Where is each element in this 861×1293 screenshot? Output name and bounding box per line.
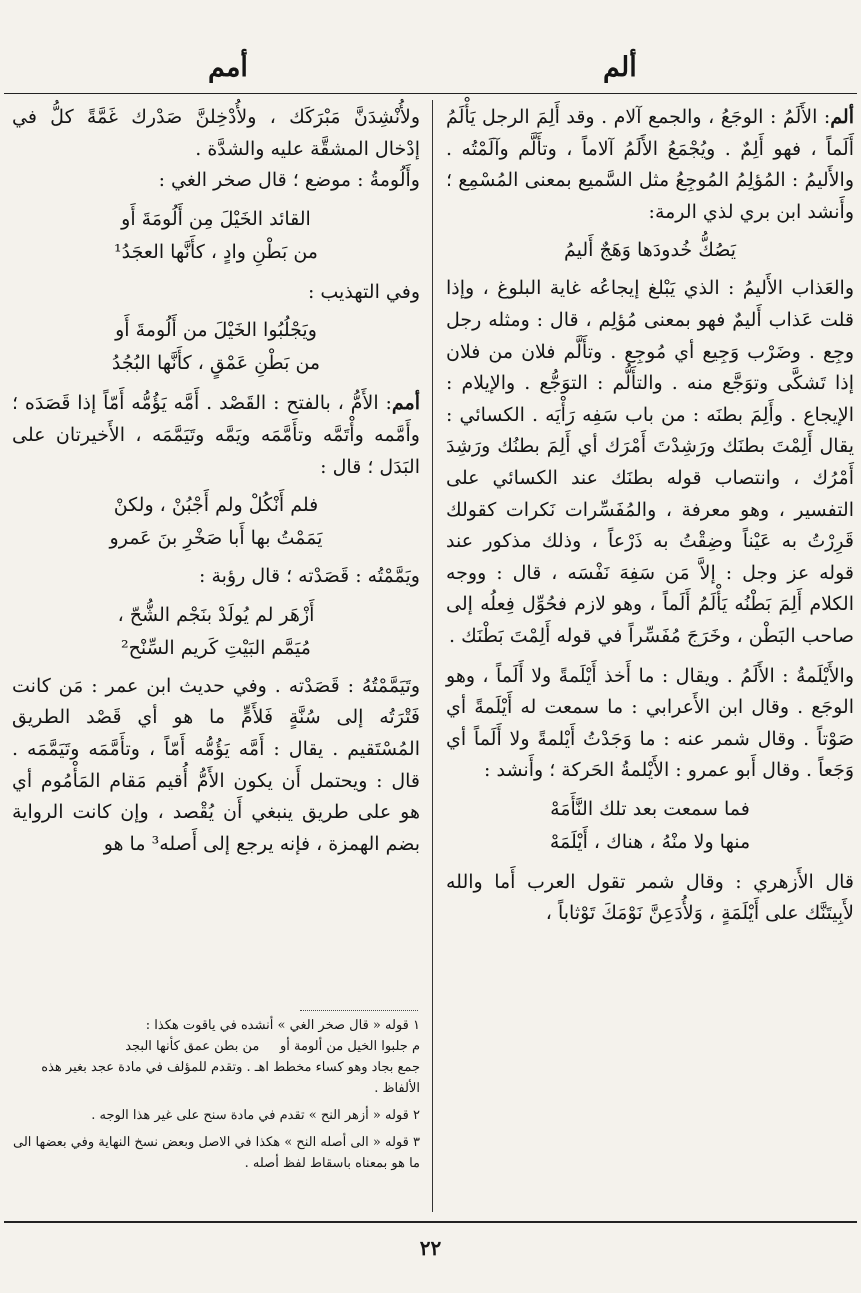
- footnote-text: قوله « الى أصله النح » هكذا في الاصل وبعض نسخ النهاية وفي بعضها الى ما هو بمعناه باسقاط لفظ أصله .: [13, 1135, 420, 1171]
- verse-ruba: [12, 599, 420, 665]
- entry-alm: [446, 102, 854, 228]
- footnote-text: قوله « أزهر النح » تقدم في مادة سنح على غير هذا الوجه .: [91, 1108, 409, 1123]
- footnote-number: ٢: [413, 1108, 420, 1123]
- verse-line-2: يَمَمْتُ بها أَبا صَخْرِ بنَ عَمرو: [109, 527, 323, 550]
- paragraph-aylama: والأَيْلَمةُ : الأَلَمُ . ويقال : ما أَخذ أَيْلَمةً ولا أَلَماً ، وهو الوجَع . وقال ابن الأَعرابي : ما سمعت له أَيْلَمةً أي صَوْتاً . وقال شمر عنه : ما وَجَدْتُ أَيْلمةً ولا أَلَماً أي وَجَعاً . وقال أَبو عمرو : الأَيْلمةُ الحَركة ؛ وأَنشد :: [446, 664, 854, 782]
- paragraph-tahdhib: وفي التهذيب :: [307, 280, 420, 303]
- verse-sakhr-amr: [12, 489, 420, 555]
- footnote-2: [12, 1105, 420, 1126]
- column-divider: [432, 100, 433, 1212]
- paragraph-adhab-alim: والعَذاب الأَليمُ : الذي يَبْلغ إيجاعُه غاية البلوغ ، وإذا قلت عَذاب أَليمٌ فهو بمعنى مُؤلِم ، قال : ومثله رجل وجِع . وضَرْب وَجِيع أي مُوجِع . وتأَلَّم فلان من فلان إذا تَشكَّى وتوَجَّع منه . والتأَلُّم : التوَجُّع . والإيلام : الإيجاع . وأَلِمَ بطنَه : من باب سَفِه رَأْيَه . الكسائي : يقال أَلِمْتَ بطنَك ورَشِدْتَ أَمْرَك أي أَلِمَ بطنُك ورَشِدَ أَمْرُك ، وانتصاب قوله بطنَك عند الكسائي على التفسير ، وهو معرفة ، والمُفَسِّرات نَكرات كقولك قَرِرْتُ به عَيْناً وضِقْتُ به ذَرْعاً ، وذلك مذكور عند قوله عز وجل : إلاَّ مَن سَفِهَ نَفْسَه ، قال : ووجه الكلام أَلِمَ بَطْنُه يَأْلَمُ أَلَماً ، وهو لازم فحُوِّل فِعلُه إلى صاحب البَطْن ، وخَرَجَ مُفَسِّراً في قوله أَلِمْتَ بَطْنَك .: [446, 277, 854, 647]
- footnote-rule: [300, 1010, 418, 1011]
- verse-aylama: [446, 793, 854, 859]
- footnote-text-rest: جمع بجاد وهو كساء مخطط اهـ . وتقدم للمؤلف في مادة عجد بغير هذه الألفاظ .: [41, 1060, 420, 1096]
- footer-rule: [4, 1221, 857, 1223]
- verse-dhi-rumma: [446, 234, 854, 267]
- right-column: [446, 102, 854, 930]
- verse-line-1: القائد الخَيْلَ مِن أَلُومَةَ أَو: [121, 207, 311, 230]
- verse-line: يَصُكُّ خُدودَها وَهَجٌ أَليمُ: [564, 239, 736, 262]
- verse-line-2: من بَطْنِ عَمْقٍ ، كأَنَّها البُجُدُ: [111, 352, 321, 375]
- footnote-text: قوله « قال صخر الغي » أنشده في ياقوت هكذا :: [145, 1018, 409, 1033]
- entry-alm-text: : الأَلَمُ : الوجَعُ ، والجمع آلام . وقد أَلِمَ الرجل يَأْلَمُ أَلَماً ، فهو أَلِمٌ . ويُجْمَعُ الأَلَمُ آلاماً ، وتأَلَّم وآلَمْتُه . والأَليمُ : المُؤلِمُ المُوجِعُ مثل السَّميع بمعنى المُسْمِع ؛ وأَنشد ابن بري لذي الرمة:: [446, 106, 854, 223]
- page-number: ٢٢: [419, 1236, 442, 1260]
- header-left-root: أمم: [208, 52, 248, 83]
- left-column: [12, 102, 420, 860]
- verse-tahdhib: [12, 314, 420, 380]
- verse-line-2: من بَطْنِ وادٍ ، كأَنَّها العجَدُ¹: [114, 240, 318, 263]
- header-right-root: ألم: [603, 52, 637, 83]
- footnotes: [12, 1015, 420, 1180]
- paragraph-aluma: وأَلُومةُ : موضع ؛ قال صخر الغي :: [158, 169, 420, 192]
- verse-line-2: مُيَمَّم البَيْتِ كَريم السِّنْح²: [121, 636, 311, 659]
- paragraph-ruba: ويَمَّمْتُه : قَصَدْته ؛ قال رؤبة :: [199, 565, 420, 588]
- verse-line-1: فلم أَنْكُلْ ولم أَجْبُنْ ، ولكنْ: [113, 494, 319, 517]
- verse-line-1: ويَجْلُبُوا الخَيْلَ من أَلُومةَ أَو: [115, 319, 317, 342]
- paragraph-continuation: ولأُنْشِدَنَّ مَبْرَكَك ، ولأُدْخِلنَّ صَدْرك غَمَّةً كلُّ في إدْخال المشقَّة عليه والشدَّة .: [12, 106, 420, 160]
- footnote-verse-b: من بطن عمق كأنها البجد: [125, 1039, 260, 1054]
- paragraph-ibn-umar: وتَيَمَّمْتُهُ : قَصَدْته . وفي حديث ابن عمر : مَن كانت فَتْرَتُه إلى سُنَّةٍ فَلأَمٍّ ما هو أي قَصْد الطريق المُسْتَقيم . يقال : أَمَّه يَؤُمُّه أَمّاً ، وتأَمَّمَه وتَيَمَّمَه . قال : ويحتمل أَن يكون الأَمُّ أُقيم مَقام المَأْمُوم أي هو على طريق ينبغي أَن يُقْصد ، وإن كانت الرواية بضم الهمزة ، فإنه يرجع إلى أَصله³ ما هو: [12, 674, 420, 855]
- footnote-3: [12, 1132, 420, 1174]
- headword-alm: ألم: [830, 106, 854, 128]
- header-rule: [4, 93, 857, 94]
- verse-sakhr: [12, 203, 420, 269]
- footnote-number: ٣: [413, 1135, 420, 1150]
- footnote-verse-a: م جلبوا الخيل من ألومة أو: [279, 1039, 420, 1054]
- entry-amm-text: : الأَمُّ ، بالفتح : القَصْد . أَمَّه يَؤُمُّه أَمّاً إذا قَصَدَه ؛ وأَمَّمه وأْتَمَّه وتأَمَّمَه ويَمَّه وتَيَمَّمَه ، الأَخيرتان على البَدَل ؛ قال :: [12, 392, 420, 478]
- headword-amm: أمم: [391, 392, 420, 415]
- footnote-number: ١: [413, 1018, 420, 1033]
- verse-line-2: منها ولا منْهُ ، هناك ، أَيْلَمَهْ: [549, 830, 751, 853]
- verse-line-1: فما سمعت بعد تلك النَّأَمَهْ: [550, 797, 750, 820]
- paragraph-azhari: قال الأَزهري : وقال شمر تقول العرب أَما والله لأَبِيتَنَّك على أَيْلَمَةٍ ، وَلأُدَعِنَّ نَوْمَكَ تَوْثاباً ،: [446, 870, 854, 925]
- footnote-1: [12, 1015, 420, 1099]
- entry-amm: [12, 388, 420, 483]
- verse-line-1: أَزْهَر لم يُولَدْ بنَجْم الشُّحّ ،: [117, 603, 315, 626]
